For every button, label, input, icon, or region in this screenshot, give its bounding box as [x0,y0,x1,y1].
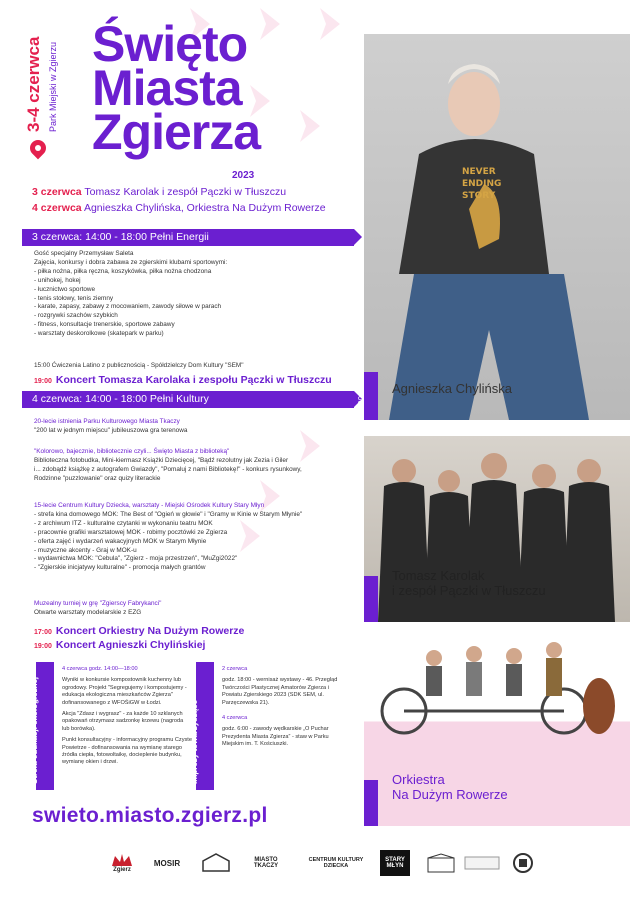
headline-day2-date: 4 czerwca [32,202,82,214]
side-events-date: 4 czerwca [222,715,248,722]
day1-line: - tenis stołowy, tenis ziemny [34,294,114,302]
headline-day1-date: 3 czerwca [32,186,82,198]
eco-tag [30,662,54,790]
headline-day2 [32,202,326,214]
logo-label: MOSIR [153,858,181,868]
side-place: Park Miejski w Zgierzu [48,41,58,132]
headline-day2-text: Agnieszka Chylińska, Orkiestra Na Dużym Rowerze [83,202,326,214]
performer-time: 19:00 [357,597,366,618]
performer-name-1: Agnieszka Chylińska [392,381,512,396]
logo-label: Zgierz [113,867,131,873]
year: 2023 [232,170,255,181]
block-line: Biblioteczna fotobudka, Mini-kiermasz Książki Dziecięcej, "Bądź rezolutny jak Zezia i Giler [34,456,289,464]
eco-paragraph: Punkt konsultacyjny - informacyjny programu Czyste Powietrze - dofinansowania na wymianę starego źródła ciepła, fotowoltaikę, docieplenie budynku, wymianę okien i drzwi. [62,737,192,766]
logo-stary-mlyn [380,850,410,876]
title-line-2: Miasta [92,60,242,116]
headline-day1-text: Tomasz Karolak i zespół Pączki w Tłuszczu [84,186,287,198]
logo-miasto-tkaczy [246,850,286,876]
side-events-info [222,666,350,749]
logo-label: CENTRUM KULTURY DZIECKA [308,857,364,869]
day1-bar: 3 czerwca: 14:00 - 18:00 Pełni Energii [22,229,354,246]
block-line: - pracownie grafiki warsztatowej MOK - robimy pocztówki ze Zgierza [34,528,228,536]
block-line: "200 lat w jednym miejscu" jubileuszowa gra terenowa [34,426,188,434]
logo-museum [196,850,236,876]
day1-line: - warsztaty deskorolkowe (skatepark w parku) [34,330,164,338]
side-events-text: godz. 18:00 - wernisaż wystawy - 46. Przegląd Twórczości Plastycznej Amatorów Zgierza i Powiatu Zgierskiego 2023 (SDK SEM, ul. Parzęczewska 21). [222,677,338,706]
website-link[interactable]: swieto.miasto.zgierz.pl [32,804,268,827]
day1-line: - piłka nożna, piłka ręczna, koszykówka, piłka nożna chodzona [34,267,212,275]
day2-concert-1 [34,625,244,637]
block-line: - strefa kina domowego MOK: The Best of "Ogień w głowie" i "Gramy w Kinie w Starym Młynie" [34,510,303,518]
block-heading: "Kolorowo, bajecznie, bibliotecznie czyli... Święto Miasta z biblioteką" [34,448,230,455]
logo-ckd [306,850,366,876]
performer-name-2 [392,568,546,598]
day1-line: - fitness, konsultacje trenerskie, sportowe zabawy [34,321,175,329]
performer-time: 17:00 [357,801,366,822]
day1-list [34,250,354,339]
performer-name-3 [392,772,508,802]
concert-title: Koncert Tomasza Karolaka i zespołu Pączki w Tłuszczu [55,374,332,386]
side-events-tag [190,662,214,790]
time-tag-1 [357,372,378,420]
logo-sport [462,850,502,876]
day2-block2 [34,448,354,484]
time-tag-3 [357,780,378,826]
block-heading: Muzealny turniej w grę "Zgierscy Fabrykanci" [34,600,162,607]
sport-logo-icon [464,854,500,872]
museum-icon [201,853,231,873]
logo-emblem [510,850,536,876]
day1-line: - rozgrywki szachów szybkich [34,312,118,320]
photo-agnieszka [364,34,630,420]
day2-block4 [34,600,354,618]
eco-paragraph: Wyniki w konkursie kompostownik kuchenny lub ogrodowy. Projekt "Segregujemy i kompostujemy - edukacja ekologiczna mieszkańców Zgierza" dofinansowanego z WFOŚiGW w Łodzi. [62,677,187,706]
side-events-text: godz. 6:00 - zawody wędkarskie „O Puchar Prezydenta Miasta Zgierza” - staw w Parku Miejskim im. T. Kościuszki. [222,726,329,748]
block-line: - wydawnictwa MOK: "Cebula", "Zgierz - moja przestrzeń", "MuZgi2022" [34,555,238,563]
day2-concert-2 [34,639,205,651]
block-line: - oferta zajęć i wydarzeń wakacyjnych MOK w Starym Młynie [34,537,207,545]
building-icon [427,853,455,873]
title-line-1: Święto [92,16,248,72]
concert-time: 19:00 [34,378,52,385]
concert-title: Koncert Agnieszki Chylińskiej [55,639,206,651]
block-heading: 20-lecie istnienia Parku Kulturowego Miasta Tkaczy [34,418,180,425]
side-events-tag-label: Imprezy towarzyszące [190,699,199,784]
logo-mosir [150,850,184,876]
performer-name-line: Orkiestra [392,772,445,787]
logo-zgierz [104,850,140,876]
orchestra-figures [364,636,630,746]
eco-tag-label: Strefa edukacji ekologicznej [30,676,39,784]
block-line: i... zdobądź książkę z autografem Gwiazdy", "Pomaluj z nami Bibliotekę!" - konkurs rysunkowy, [34,465,302,473]
block-line: - "Zgierskie inicjatywy kulturalne" - promocja małych grantów [34,564,206,572]
day2-bar: 4 czerwca: 14:00 - 18:00 Pełni Kultury [22,391,354,408]
shirt-print: NEVER [462,167,496,177]
day1-concert [34,374,332,386]
title-line-3: Zgierza [92,104,261,160]
headline-day1 [32,186,286,198]
day1-line: Gość specjalny Przemysław Saleta [34,250,134,257]
performer-name-line: i zespół Pączki w Tłuszczu [392,583,546,598]
singer-figure [364,34,630,420]
block-line: - z archiwum ITZ - kulturalne czytanki w wykonaniu teatru MOK [34,519,213,527]
day1-event-1500: 15:00 Ćwiczenia Latino z publicznością - Spółdzielczy Dom Kultury "SEM" [34,362,244,369]
emblem-icon [512,852,534,874]
time-tag-2 [357,576,378,622]
shirt-print: STORY [462,191,496,201]
concert-time: 17:00 [34,629,52,636]
logo-building [426,850,456,876]
shirt-print: ENDING [462,179,502,189]
performer-name-line: Tomasz Karolak [392,568,485,583]
day2-block1 [34,418,354,436]
concert-title: Koncert Orkiestry Na Dużym Rowerze [55,625,245,637]
crown-icon [111,853,133,867]
block-heading: 15-lecie Centrum Kultury Dziecka, warsztaty - Miejski Ośrodek Kultury Stary Młyn [34,502,265,509]
eco-paragraph: Akcja "Zdasz i wygrasz" - za każde 10 szklanych opakowań otrzymasz sadzonkę krzewu (nagroda lub borówka). [62,711,184,732]
performer-name-line: Na Dużym Rowerze [392,787,508,802]
day1-line: - karate, zapasy, zabawy z mocowaniem, zawody siłowe w parach [34,303,222,311]
performer-time: 19:00 [357,395,366,416]
block-line: Otwarte warsztaty modelarskie z EZG [34,608,142,616]
eco-date: 4 czerwca godz. 14:00—18:00 [62,666,138,672]
day1-line: - łucznictwo sportowe [34,285,96,293]
logo-label: STARY MŁYN [385,857,405,869]
page-title [92,16,261,160]
day1-line: Zajęcia, konkursy i dobra zabawa ze zgierskimi klubami sportowymi: [34,258,228,266]
concert-time: 19:00 [34,643,52,650]
day2-block3 [34,502,354,573]
day1-line: - unihokej, hokej [34,276,81,284]
side-events-date: 2 czerwca [222,666,248,672]
side-dates: 3-4 czerwca [24,36,43,132]
eco-info [62,666,192,767]
block-line: Rodzinne "puzzlowanie" oraz quizy literackie [34,474,161,482]
block-line: - muzyczne akcenty - Graj w MOK-u [34,546,137,554]
logo-label: MIASTO TKACZY [253,857,279,869]
